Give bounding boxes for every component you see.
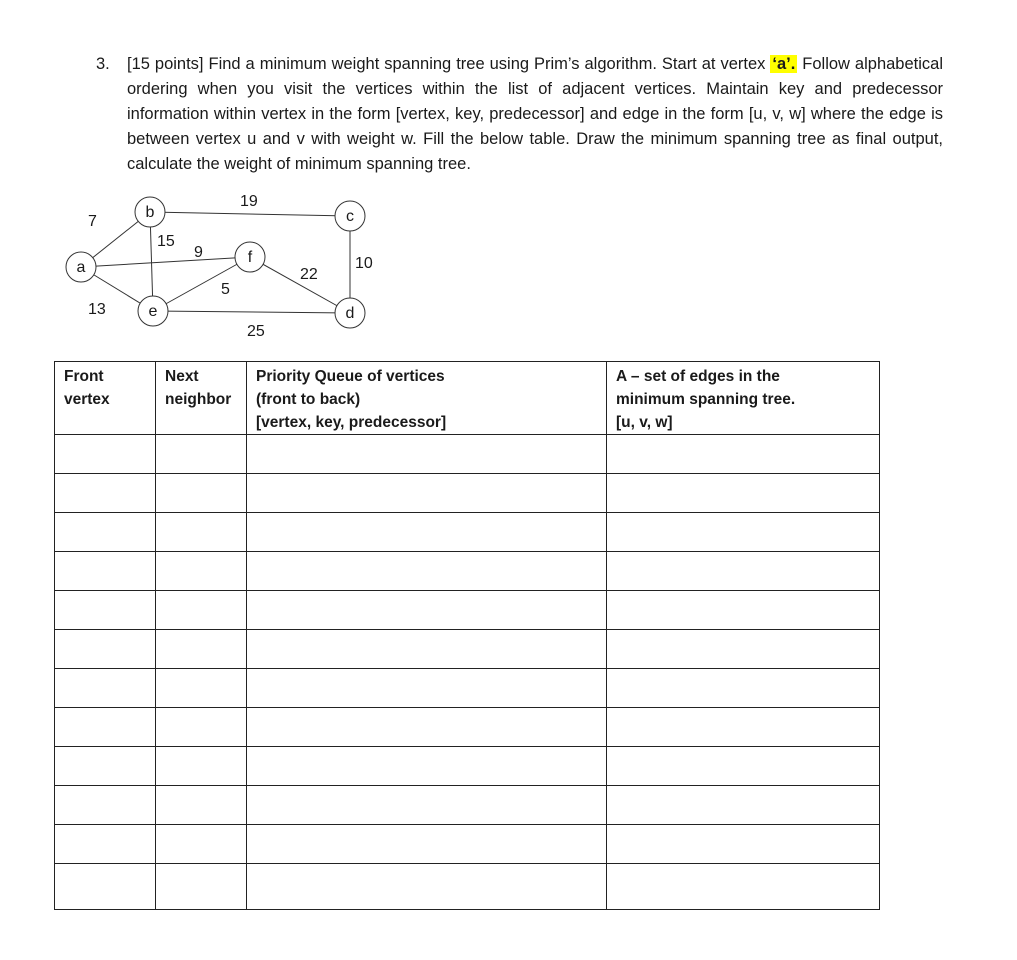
cell-mst-edges[interactable] [607,591,880,630]
header-line: [u, v, w] [616,414,673,431]
cell-next-neighbor[interactable] [156,708,247,747]
cell-priority-queue[interactable] [247,825,607,864]
cell-priority-queue[interactable] [247,474,607,513]
cell-priority-queue[interactable] [247,552,607,591]
weight-c-d: 10 [355,255,373,272]
edge-a-f [81,257,250,267]
table-header-row [55,362,880,435]
cell-mst-edges[interactable] [607,513,880,552]
prim-table [54,361,880,910]
weight-b-c: 19 [240,193,258,210]
cell-priority-queue[interactable] [247,669,607,708]
weight-e-d: 25 [247,323,265,340]
cell-front-vertex[interactable] [55,825,156,864]
weight-a-b: 7 [88,213,97,230]
table-row [55,864,880,910]
cell-mst-edges[interactable] [607,669,880,708]
cell-next-neighbor[interactable] [156,513,247,552]
cell-mst-edges[interactable] [607,708,880,747]
table-row [55,474,880,513]
table-row [55,630,880,669]
header-line: Priority Queue of vertices [256,368,445,385]
cell-priority-queue[interactable] [247,864,607,910]
vertex-c-label: c [346,208,354,225]
cell-priority-queue[interactable] [247,435,607,474]
cell-next-neighbor[interactable] [156,552,247,591]
cell-mst-edges[interactable] [607,552,880,591]
cell-front-vertex[interactable] [55,864,156,910]
start-vertex-highlight: ‘a’. [772,55,796,73]
cell-front-vertex[interactable] [55,513,156,552]
header-next-neighbor [156,362,247,435]
cell-priority-queue[interactable] [247,513,607,552]
cell-mst-edges[interactable] [607,786,880,825]
table-row [55,513,880,552]
cell-mst-edges[interactable] [607,825,880,864]
cell-next-neighbor[interactable] [156,474,247,513]
header-priority-queue [247,362,607,435]
vertex-f-label: f [247,249,253,266]
question-text-before: [15 points] Find a minimum weight spanning tree using Prim’s algorithm. Start at vertex [127,55,771,73]
header-line: (front to back) [256,391,361,408]
question-text-after: Follow alphabetical ordering when you visit the vertices within the list of adjacent vertices. Maintain key and predecessor information within vertex in the form [vertex, key, predecessor] and edge in the form [u, v, w] where the edge is between vertex u and v with weight w. Fill the below table. Draw the minimum spanning tree as final output, calculate the weight of minimum spanning tree. [127,55,943,173]
cell-priority-queue[interactable] [247,630,607,669]
cell-next-neighbor[interactable] [156,669,247,708]
cell-front-vertex[interactable] [55,630,156,669]
vertex-a-label: a [76,259,86,276]
cell-next-neighbor[interactable] [156,864,247,910]
header-line: minimum spanning tree. [616,391,796,408]
table-row [55,825,880,864]
table-row [55,669,880,708]
weight-b-e: 15 [157,233,175,250]
header-line: vertex [64,391,110,408]
cell-front-vertex[interactable] [55,786,156,825]
header-line: [vertex, key, predecessor] [256,414,447,431]
cell-mst-edges[interactable] [607,864,880,910]
cell-priority-queue[interactable] [247,708,607,747]
vertex-e-label: e [148,303,158,320]
cell-front-vertex[interactable] [55,435,156,474]
cell-priority-queue[interactable] [247,786,607,825]
weight-a-f: 9 [194,244,203,261]
edge-e-f [153,257,250,311]
cell-next-neighbor[interactable] [156,786,247,825]
table-row [55,708,880,747]
cell-next-neighbor[interactable] [156,747,247,786]
table-row [55,591,880,630]
header-line: Next [165,368,199,385]
cell-next-neighbor[interactable] [156,435,247,474]
table-row [55,435,880,474]
table-row [55,747,880,786]
question-number: 3. [96,55,110,73]
cell-next-neighbor[interactable] [156,630,247,669]
cell-mst-edges[interactable] [607,630,880,669]
edge-e-d [153,311,350,313]
cell-front-vertex[interactable] [55,591,156,630]
cell-mst-edges[interactable] [607,747,880,786]
cell-next-neighbor[interactable] [156,825,247,864]
graph-diagram [0,0,1017,360]
cell-front-vertex[interactable] [55,552,156,591]
cell-next-neighbor[interactable] [156,591,247,630]
header-front-vertex [55,362,156,435]
cell-mst-edges[interactable] [607,435,880,474]
cell-front-vertex[interactable] [55,474,156,513]
weight-e-f: 5 [221,281,230,298]
cell-mst-edges[interactable] [607,474,880,513]
cell-front-vertex[interactable] [55,708,156,747]
weight-a-e: 13 [88,301,106,318]
header-line: A – set of edges in the [616,368,780,385]
cell-priority-queue[interactable] [247,591,607,630]
weight-f-d: 22 [300,266,318,283]
cell-front-vertex[interactable] [55,747,156,786]
header-line: Front [64,368,104,385]
table-row [55,552,880,591]
vertex-b-label: b [145,204,155,221]
cell-front-vertex[interactable] [55,669,156,708]
header-line: neighbor [165,391,232,408]
table-body [55,435,880,910]
edge-b-c [150,212,350,216]
cell-priority-queue[interactable] [247,747,607,786]
table-row [55,786,880,825]
vertex-d-label: d [345,305,355,322]
header-mst-edges [607,362,880,435]
